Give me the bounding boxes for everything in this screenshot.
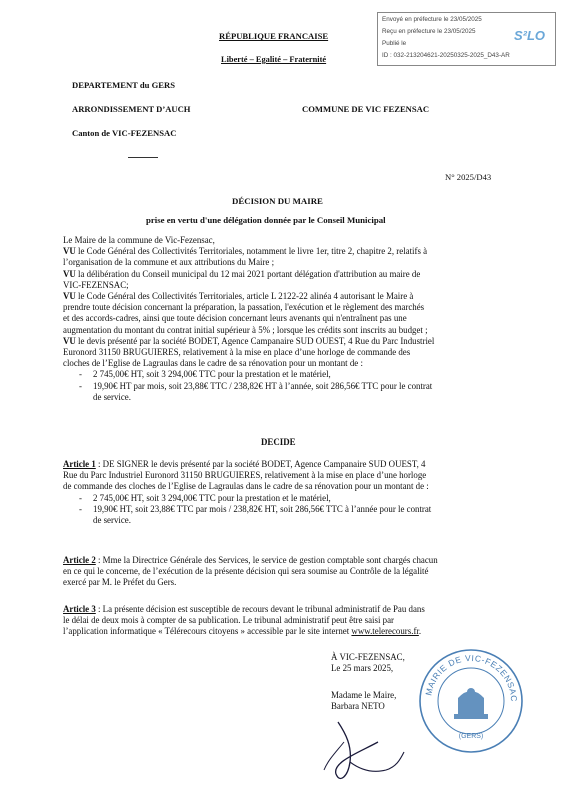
canton: Canton de VIC-FEZENSAC bbox=[72, 128, 177, 138]
preamble: Le Maire de la commune de Vic-Fezensac, VU le Code Général des Collectivités Territoriales, notamment le livre 1er, titre 2, chapitre 2, relatifs à l’organisation de la commune et aux attributions du Maire ; VU la délibération du Conseil municipal du 12 mai 2021 portant délégation d'attribution au maire de VIC-FEZENSAC; VU le Code Général des Collectivités Territoriales, article L 2122-22 alinéa 4 autorisant le Maire à prendre toute décision concernant la préparation, la passation, l'exécution et le règlement des marchés et des accords-cadres, ainsi que toute décision concernant leurs avenants qui n'entraînent pas une augmentation du montant du contrat initial supérieur à 5% ; lorsque les crédits sont inscrits au budget ; VU le devis présenté par la société BODET, Agence Campanaire SUD OUEST, 4 Rue du Parc Industriel Euronord 31150 BRUGUIERES, relativement à la mise en place d’une horloge de commande des cloches de l’Eglise de Lagraulas dans le cadre de sa rénovation pour un montant de : - 2 745,00€ HT, soit 3 294,00€ TTC pour la prestation et le matériel, - 19,90€ HT par mois, soit 23,88€ TTC / 238,82€ HT à l’année, soit 286,56€ TTC pour le contrat de service. bbox=[63, 235, 509, 403]
list-item: - 19,90€ HT, soit 23,88€ TTC par mois / 238,82€ HT, soit 286,56€ TTC à l’année pour le contrat bbox=[63, 504, 509, 515]
republic-title: RÉPUBLIQUE FRANCAISE bbox=[219, 31, 329, 41]
preamble-intro: Le Maire de la commune de Vic-Fezensac, bbox=[63, 235, 215, 245]
article-2: Article 2 : Mme la Directrice Générale des Services, le service de gestion comptable sont chargés chacun en ce qui le concerne, de l’exécution de la présente décision qui sera soumise au Contrôle de la légalité exercé par M. le Préfet du Gers. bbox=[63, 555, 438, 588]
seal-text: MAIRIE DE VIC-FEZENSAC bbox=[423, 652, 520, 703]
preamble-amount-list: - 2 745,00€ HT, soit 3 294,00€ TTC pour la prestation et le matériel, - 19,90€ HT par mois, soit 23,88€ TTC / 238,82€ HT à l’année, soit 286,56€ TTC pour le contrat de service. bbox=[63, 369, 509, 403]
telerecours-link[interactable]: www.telerecours.fr bbox=[351, 626, 419, 637]
list-item: - 2 745,00€ HT, soit 3 294,00€ TTC pour la prestation et le matériel, bbox=[63, 369, 509, 380]
vu-3: VU le Code Général des Collectivités Territoriales, article L 2122-22 alinéa 4 autorisant le Maire à bbox=[63, 291, 414, 302]
article-1-label: Article 1 bbox=[63, 459, 96, 469]
article-3: Article 3 : La présente décision est susceptible de recours devant le tribunal administratif de Pau dans le délai de deux mois à compter de sa publication. Le tribunal administratif peut être saisi par l’application informatique « Télérecours citoyens » accessible par le site internet www.telerecours.fr. bbox=[63, 604, 425, 637]
slo-logo: S²LO bbox=[513, 28, 545, 43]
article-2-label: Article 2 bbox=[63, 555, 96, 565]
stamp-id: ID : 032-213204621-20250325-2025_D43-AR bbox=[382, 52, 510, 59]
mairie-seal bbox=[418, 648, 524, 754]
signature-place: À VIC-FEZENSAC, bbox=[331, 652, 405, 662]
list-item: - 2 745,00€ HT, soit 3 294,00€ TTC pour la prestation et le matériel, bbox=[63, 493, 509, 504]
decide-heading: DECIDE bbox=[261, 437, 296, 447]
handwritten-signature bbox=[300, 712, 410, 792]
vu-2: VU la délibération du Conseil municipal du 12 mai 2021 portant délégation d'attribution au maire de bbox=[63, 268, 421, 279]
prefecture-stamp bbox=[377, 12, 556, 66]
signature-date: Le 25 mars 2025, bbox=[331, 663, 394, 674]
decision-number: N° 2025/D43 bbox=[445, 172, 492, 182]
article-1-amount-list: - 2 745,00€ HT, soit 3 294,00€ TTC pour la prestation et le matériel, - 19,90€ HT, soit 23,88€ TTC par mois / 238,82€ HT, soit 286,56€ TTC à l’année pour le contrat de service. bbox=[63, 493, 509, 527]
separator-line bbox=[128, 157, 158, 158]
document-subtitle: prise en vertu d'une délégation donnée par le Conseil Municipal bbox=[146, 215, 386, 225]
stamp-published: Publié le bbox=[382, 40, 407, 47]
signatory-name: Barbara NETO bbox=[331, 701, 385, 712]
department: DEPARTEMENT du GERS bbox=[72, 80, 176, 90]
article-3-label: Article 3 bbox=[63, 604, 96, 614]
vu-4: VU le devis présenté par la société BODET, Agence Campanaire SUD OUEST, 4 Rue du Parc Industriel bbox=[63, 335, 435, 346]
list-item: - 19,90€ HT par mois, soit 23,88€ TTC / 238,82€ HT à l’année, soit 286,56€ TTC pour le contrat bbox=[63, 381, 509, 392]
seal-bottom-text: (GERS) bbox=[458, 733, 484, 740]
signatory-role: Madame le Maire, bbox=[331, 690, 397, 700]
motto: Liberté – Egalité – Fraternité bbox=[221, 55, 327, 64]
vu-1: VU le Code Général des Collectivités Territoriales, notamment le livre 1er, titre 2, chapitre 2, relatifs à bbox=[63, 246, 428, 257]
document-title: DÉCISION DU MAIRE bbox=[232, 196, 323, 206]
article-1: Article 1 : DE SIGNER le devis présenté par la société BODET, Agence Campanaire SUD OUEST, 4 Rue du Parc Industriel Euronord 31150 BRUGUIERES, relativement à la mise en place d’une horloge de commande des cloches de l’Eglise de Lagraulas dans le cadre de sa rénovation pour un montant de : - 2 745,00€ HT, soit 3 294,00€ TTC pour la prestation et le matériel, - 19,90€ HT, soit 23,88€ TTC par mois / 238,82€ HT, soit 286,56€ TTC à l’année pour le contrat de service. bbox=[63, 459, 509, 526]
stamp-received: Reçu en préfecture le 23/05/2025 bbox=[382, 28, 476, 35]
arrondissement: ARRONDISSEMENT D’AUCH bbox=[72, 104, 191, 114]
stamp-sent: Envoyé en préfecture le 23/05/2025 bbox=[382, 16, 482, 23]
commune: COMMUNE DE VIC FEZENSAC bbox=[302, 104, 430, 114]
